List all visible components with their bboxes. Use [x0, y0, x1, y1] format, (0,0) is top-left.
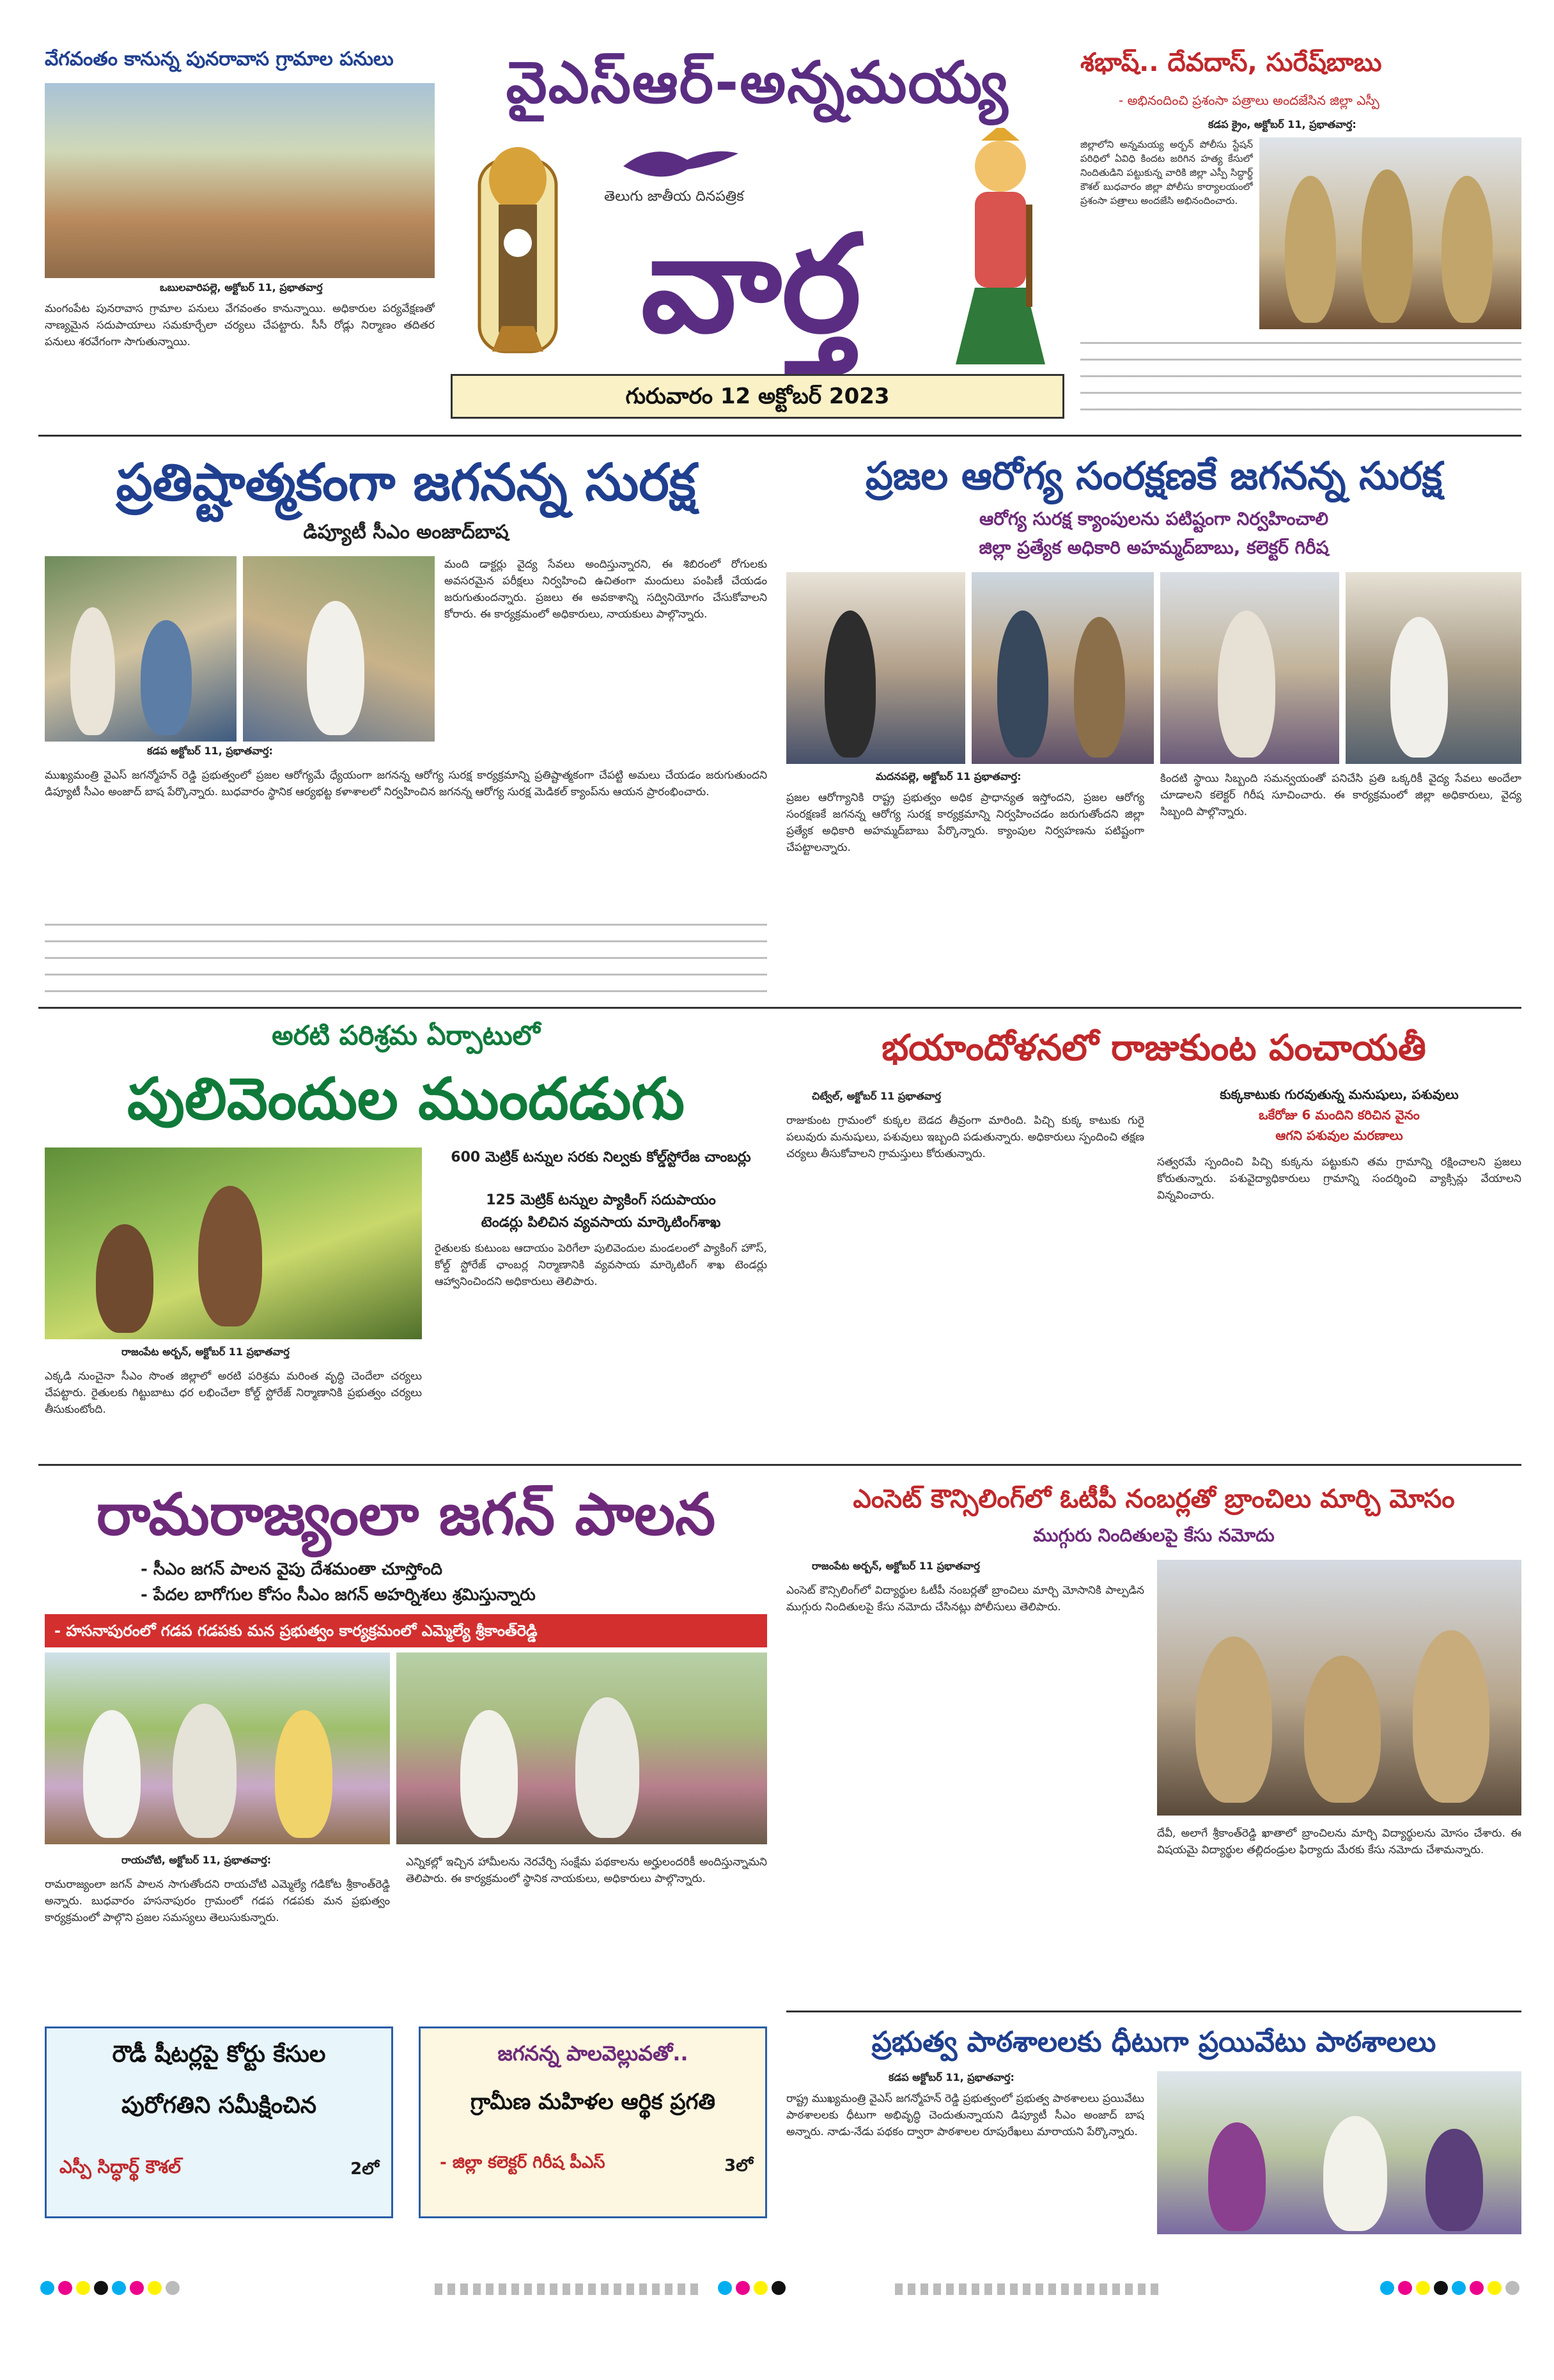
subhead-2: 125 మెట్రిక్ టన్నుల ప్యాకింగ్ సదుపాయం — [486, 1192, 716, 1208]
story-health-protection — [786, 447, 1521, 1004]
body-b: రైతులకు కుటుంబ ఆదాయం పెరిగేలా పులివెందుల మండలంలో ప్యాకింగ్ హౌస్, కోల్డ్ స్టోరేజ్ ఛాంబర్ల నిర్మాణానికి వ్యవసాయ మార్కెటింగ్ శాఖ టెండర్లు ఆహ్వానించిందని అధికారులు తెలిపారు. — [435, 1242, 767, 1288]
temple-logo — [463, 134, 572, 364]
promo-line-3: - జిల్లా కలెక్టర్ గిరీష పీఎస్ — [440, 2153, 605, 2172]
body-a: ఎంసెట్ కౌన్సిలింగ్‌లో విద్యార్థుల ఓటీపీ నంబర్లతో బ్రాంచిలు మార్చి మోసానికి పాల్పడిన ముగ్గురు నిందితులపై కేసు నమోదు చేసినట్లు పోలీసులు తెలిపారు. — [786, 1584, 1144, 1614]
subhead-2: ఒకేరోజు 6 మందిని కరిచిన వైనం — [1259, 1107, 1420, 1123]
crowd-photo — [396, 1653, 767, 1844]
masthead-tagline: తెలుగు జాతీయ దినపత్రిక — [604, 189, 744, 205]
color-registration-bar — [38, 2276, 1521, 2301]
headline: ప్రభుత్వ పాఠశాలలకు ధీటుగా ప్రయివేటు పాఠశాలలు — [871, 2026, 1436, 2058]
dateline: ఒబులవారిపల్లె, అక్టోబర్ 11, ప్రభాతవార్త — [160, 281, 323, 293]
dateline: చిట్వేల్, అక్టోబర్ 11 ప్రభాతవార్త — [812, 1090, 942, 1102]
headline: ప్రజల ఆరోగ్య సంరక్షణకే జగనన్న సురక్ష — [866, 454, 1442, 499]
body-a: ప్రజల ఆరోగ్యానికి రాష్ట్ర ప్రభుత్వం అధిక ప్రాధాన్యత ఇస్తోందని, ప్రజల ఆరోగ్య సంరక్షణకే జగనన్న ఆరోగ్య సురక్ష కార్యక్రమాన్ని నిర్వహించడం జరుగుతోందని జిల్లా ప్రత్యేక అధికారి అహమ్మద్‌బాబు పేర్కొన్నారు. క్యాంపుల నిర్వహణను పటిష్టంగా చేపట్టాలన్నారు. — [786, 791, 1144, 854]
dateline: రాయచోటి, అక్టోబర్ 11, ప్రభాతవార్త: — [121, 1854, 272, 1866]
construction-photo — [45, 83, 435, 278]
promo-line-1: జగనన్న పాలవెల్లువతో.. — [497, 2041, 688, 2065]
body-continued — [1080, 336, 1521, 425]
body-b: సత్వరమే స్పందించి పిచ్చి కుక్కను పట్టుకుని తమ గ్రామాన్ని రక్షించాలని ప్రజలు కోరుతున్నారు. పశువైద్యాధికారులు గ్రామాన్ని సందర్శించి వ్యాక్సిన్లు వేయాలని విన్నవించారు. — [1157, 1156, 1521, 1202]
divider — [786, 2011, 1521, 2012]
promo-line-2: గ్రామీణ మహిళల ఆర్థిక ప్రగతి — [470, 2089, 715, 2115]
masthead — [451, 45, 1064, 425]
banner-text: - హసనాపురంలో గడప గడపకు మన ప్రభుత్వం కార్యక్రమంలో ఎమ్మెల్యే శ్రీకాంత్‌రెడ్డి — [54, 1622, 538, 1640]
body: మంగంపేట పునరావాస గ్రామాల పనులు వేగవంతం కానున్నాయి. అధికారుల పర్యవేక్షణతో నాణ్యమైన సదుపాయాలు సమకూర్చేలా చర్యలు చేపట్టారు. సీసీ రోడ్లు నిర్మాణం తదితర పనులు శరవేగంగా సాగుతున్నాయి. — [45, 302, 435, 348]
dateline: మదనపల్లె, అక్టోబర్ 11 ప్రభాతవార్త: — [876, 770, 1022, 782]
body-b: ఎన్నికల్లో ఇచ్చిన హామీలను నెరవేర్చి సంక్షేమ పథకాలను అర్హులందరికీ అందిస్తున్నామని తెలిపారు. ఈ కార్యక్రమంలో స్థానిక నాయకులు, అధికారులు పాల్గొన్నారు. — [406, 1856, 767, 1885]
subhead-1: ఆరోగ్య సురక్ష క్యాంపులను పటిష్టంగా నిర్వహించాలి — [979, 508, 1328, 529]
body-a: ముఖ్యమంత్రి వైఎస్ జగన్మోహన్ రెడ్డి ప్రభుత్వంలో ప్రజల ఆరోగ్యమే ధ్యేయంగా జగనన్న ఆరోగ్య సురక్ష కార్యక్రమాన్ని ప్రతిష్టాత్మకంగా చేపట్టి అమలు చేయడం జరుగుతుందని డిప్యూటీ సీఎం అంజాద్ బాష పేర్కొన్నారు. బుధవారం స్థానిక ఆర్యభట్ట కళాశాలలో నిర్వహించిన జగనన్న ఆరోగ్య సురక్ష మెడికల్ క్యాంప్‌ను ఆయన ప్రారంభించారు. — [45, 769, 767, 798]
subhead-1: 600 మెట్రిక్ టన్నుల సరకు నిల్వకు కోల్డ్‌స్టోరేజ చాంబర్లు — [451, 1149, 751, 1165]
promo-line-3: ఎస్పీ సిద్ధార్థ్ కౌశల్ — [59, 2156, 181, 2177]
body-continued — [45, 917, 767, 1000]
top-left-story — [45, 48, 435, 432]
registration-dots-middle — [716, 2281, 882, 2298]
registration-dots-left — [38, 2281, 422, 2298]
garland-photo — [45, 1653, 390, 1844]
headline: పులివెందుల ముందడుగు — [127, 1066, 685, 1133]
school-event-photo — [1157, 2071, 1521, 2234]
story-rajukunta — [786, 1020, 1521, 1461]
health-camp-photo-4 — [1346, 572, 1521, 764]
top-right-story — [1080, 48, 1521, 432]
issue-date: గురువారం 12 అక్టోబర్ 2023 — [625, 384, 890, 409]
headline: ఎంసెట్ కౌన్సిలింగ్‌లో ఓటీపీ నంబర్లతో బ్రాంచిలు మార్చి మోసం — [853, 1484, 1455, 1514]
story-eamcet-fraud — [786, 1477, 1521, 2007]
subhead-2: - పేదల బాగోగుల కోసం సీఎం జగన్ అహర్నిశలు శ్రమిస్తున్నారు — [141, 1585, 536, 1605]
body-b: కిందటి స్థాయి సిబ్బంది సమన్వయంతో పనిచేసి ప్రతి ఒక్కరికీ వైద్య సేవలు అందేలా చూడాలని కలెక్టర్ గిరీష సూచించారు. ఈ కార్యక్రమంలో జిల్లా అధికారులు, వైద్య సిబ్బంది పాల్గొన్నారు. — [1160, 772, 1521, 818]
registration-strip-1 — [435, 2283, 703, 2295]
subhead-1: కుక్కకాటుకు గురవుతున్న మనుషులు, పశువులు — [1220, 1087, 1459, 1102]
registration-dots-right — [1176, 2281, 1521, 2298]
headline: వేగవంతం కానున్న పునరావాస గ్రామాల పనులు — [45, 48, 394, 70]
health-camp-photo-3 — [1160, 572, 1339, 764]
medical-camp-photo-2 — [243, 556, 435, 742]
registration-strip-2 — [895, 2283, 1163, 2295]
story-schools — [786, 2020, 1521, 2237]
subhead: ముగ్గురు నిందితులపై కేసు నమోదు — [1033, 1525, 1275, 1546]
deity-illustration — [936, 128, 1064, 371]
medical-camp-photo-1 — [45, 556, 237, 742]
health-camp-photo-1 — [786, 572, 965, 764]
body-a: రాజుకుంట గ్రామంలో కుక్కల బెడద తీవ్రంగా మారింది. పిచ్చి కుక్క కాటుకు గురై పలువురు మనుషులు, పశువులు ఇబ్బంది పడుతున్నారు. అధికారులు స్పందించి తక్షణ చర్యలు తీసుకోవాలని గ్రామస్తులు కోరుతున్నారు. — [786, 1114, 1144, 1160]
banana-harvest-photo — [45, 1147, 422, 1339]
headline: రామరాజ్యంలా జగన్ పాలన — [96, 1481, 716, 1548]
subhead: డిప్యూటీ సీఎం అంజాద్‌బాష — [303, 521, 509, 543]
body-b: మంది డాక్టర్లు వైద్య సేవలు అందిస్తున్నారని, ఈ శిబిరంలో రోగులకు అవసరమైన పరీక్షలు నిర్వహించి ఉచితంగా మందులు పంపిణీ చేయడం జరుగుతుందన్నారు. ప్రజలు ఈ అవకాశాన్ని సద్వినియోగం చేసుకోవాలని కోరారు. ఈ కార్యక్రమంలో అధికారులు, నాయకులు పాల్గొన్నారు. — [444, 558, 767, 621]
police-press-photo — [1157, 1560, 1521, 1816]
police-award-photo — [1259, 137, 1521, 329]
body: రాష్ట్ర ముఖ్యమంత్రి వైఎస్ జగన్మోహన్ రెడ్డి ప్రభుత్వంలో ప్రభుత్వ పాఠశాలలు ప్రయివేటు పాఠశాలలకు ధీటుగా అభివృద్ధి చెందుతున్నాయని డిప్యూటీ సీఎం అంజాద్ బాష అన్నారు. నాడు-నేడు పథకం ద్వారా పాఠశాలల రూపురేఖలు మారాయని పేర్కొన్నారు. — [786, 2092, 1144, 2138]
subhead: - అభినందించి ప్రశంసా పత్రాలు అందజేసిన జిల్లా ఎస్పీ — [1119, 93, 1379, 108]
story-jagananna-suraksha — [45, 447, 767, 1004]
story-ramarajyam — [45, 1477, 767, 2231]
body: జిల్లాలోని అన్నమయ్య అర్బన్ పోలీసు స్టేషన్ పరిధిలో ఏవిధి కిందట జరిగిన హత్య కేసులో నిందితుడిని పట్టుకున్న వారికి జిల్లా ఎస్పీ సిద్ధార్థ్ కౌశల్ బుధవారం జిల్లా పోలీసు కార్యాలయంలో ప్రశంసా పత్రాలు అందజేసి అభినందించారు. — [1080, 139, 1253, 206]
masthead-date-bar — [451, 374, 1064, 419]
divider — [38, 1464, 1521, 1466]
banner — [45, 1614, 767, 1647]
divider — [38, 435, 1521, 437]
subhead-1: - సీఎం జగన్ పాలన వైపు దేశమంతా చూస్తోంది — [141, 1560, 442, 1579]
promo-page-ref: 2లో — [350, 2159, 379, 2179]
promo-page-ref: 3లో — [724, 2156, 753, 2175]
headline: భయాందోళనలో రాజుకుంట పంచాయతీ — [882, 1027, 1426, 1069]
dateline: రాజంపేట అర్బన్, అక్టోబర్ 11 ప్రభాతవార్త — [121, 1346, 290, 1358]
dateline: కడప అక్టోబర్ 11, ప్రభాతవార్త: — [889, 2071, 1014, 2083]
divider — [38, 1007, 1521, 1009]
body-b: దేవీ, అలాగే శ్రీకాంత్‌రెడ్డి ఖాతాలో బ్రాంచిలను మార్చి విద్యార్థులను మోసం చేశారు. ఈ విషయమై విద్యార్థుల తల్లిదండ్రుల ఫిర్యాదు మేరకు కేసు నమోదు చేశామన్నారు. — [1157, 1827, 1521, 1856]
subhead-3: టెండర్లు పిలిచిన వ్యవసాయ మార్కెటింగ్‌శాఖ — [481, 1215, 721, 1231]
dateline: రాజంపేట అర్బన్, అక్టోబర్ 11 ప్రభాతవార్త — [812, 1560, 980, 1572]
promo-line-2: పురోగతిని సమీక్షించిన — [121, 2092, 317, 2119]
headline: శభాష్.. దేవదాస్, సురేష్‌బాబు — [1080, 48, 1382, 77]
masthead-name: వార్త — [641, 206, 862, 362]
body-a: ఎక్కడి నుంచైనా సీఎం సొంత జిల్లాలో అరటి పరిశ్రమ మరింత వృద్ధి చెందేలా చర్యలు చేపట్టారు. రైతులకు గిట్టుబాటు ధర లభించేలా కోల్డ్ స్టోరేజ్ నిర్మాణానికి ప్రభుత్వం చర్యలు తీసుకుంటోంది. — [45, 1370, 422, 1416]
story-pulivendula — [45, 1020, 767, 1461]
body-a: రామరాజ్యంలా జగన్ పాలన సాగుతోందని రాయచోటి ఎమ్మెల్యే గడికోట శ్రీకాంత్‌రెడ్డి అన్నారు. బుధవారం హసనాపురం గ్రామంలో గడప గడపకు మన ప్రభుత్వం కార్యక్రమంలో పాల్గొని ప్రజల సమస్యలు తెలుసుకున్నారు. — [45, 1878, 390, 1924]
dateline: కడప క్రైం, అక్టోబర్ 11, ప్రభాతవార్త: — [1208, 118, 1356, 130]
dateline: కడప అక్టోబర్ 11, ప్రభాతవార్త: — [147, 745, 273, 757]
kicker: అరటి పరిశ్రమ ఏర్పాటులో — [272, 1020, 540, 1051]
promo-box-palavelluva[interactable] — [419, 2026, 767, 2218]
masthead-title: వైఎస్ఆర్-అన్నమయ్య — [506, 49, 1009, 116]
subhead-3: ఆగని పశువుల మరణాలు — [1275, 1128, 1403, 1143]
promo-box-rowdy-sheeters[interactable] — [45, 2026, 393, 2218]
health-camp-photo-2 — [972, 572, 1154, 764]
subhead-2: జిల్లా ప్రత్యేక అధికారి అహమ్మద్‌బాబు, కలెక్టర్ గిరీష — [979, 537, 1329, 558]
promo-line-1: రౌడీ షీటర్లపై కోర్టు కేసుల — [112, 2041, 326, 2067]
bird-logo-icon — [617, 141, 745, 185]
headline: ప్రతిష్టాత్మకంగా జగనన్న సురక్ష — [116, 453, 696, 512]
